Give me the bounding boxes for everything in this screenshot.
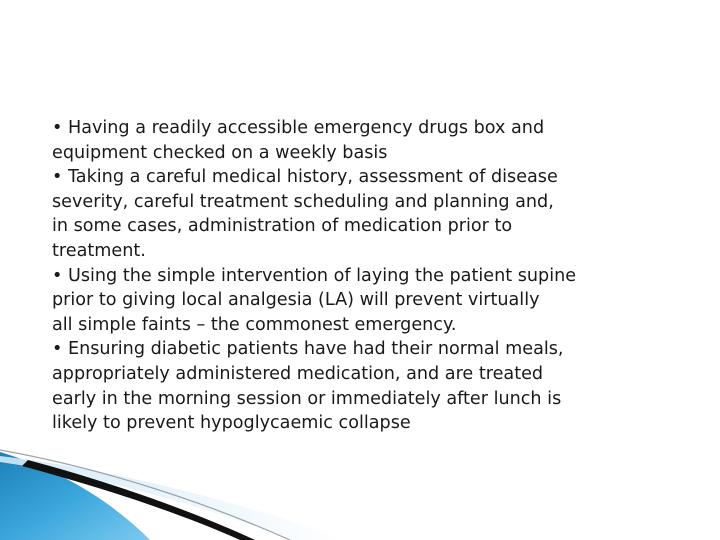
text-line: severity, careful treatment scheduling and planning and, [52,191,554,212]
text-line: early in the morning session or immediately after lunch is [52,388,562,409]
dark-diagonal-stroke [22,460,255,540]
text-line: • Using the simple intervention of laying the patient supine [52,265,577,286]
text-line: in some cases, administration of medication prior to [52,216,513,237]
thin-gray-stroke [0,450,290,540]
text-line: • Having a readily accessible emergency drugs box and [52,118,545,138]
text-line: • Ensuring diabetic patients have had their normal meals, [52,339,564,360]
text-line: appropriately administered medication, and are treated [52,363,544,384]
text-line: treatment. [52,240,146,261]
bullet-text-block [52,116,692,436]
text-line: all simple faints – the commonest emergency. [52,314,457,335]
text-line: • Taking a careful medical history, assessment of disease [52,167,558,188]
text-line: likely to prevent hypoglycaemic collapse [52,413,411,434]
blue-wedge-shape [0,452,150,540]
text-line: prior to giving local analgesia (LA) will prevent virtually [52,290,540,311]
text-line: equipment checked on a weekly basis [52,142,388,163]
light-swoosh-shape [0,456,345,540]
